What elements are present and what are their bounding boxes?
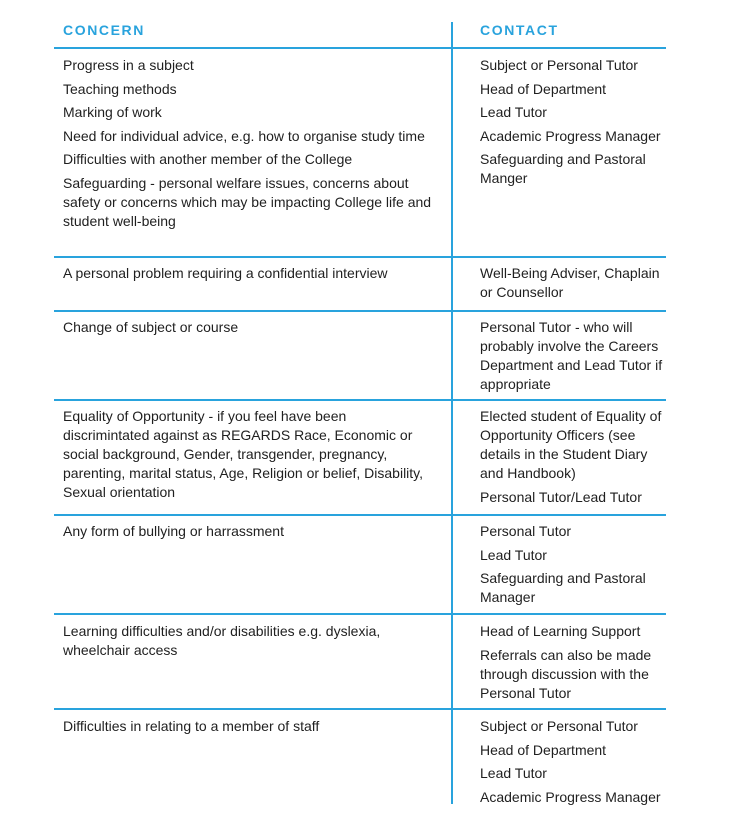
contact-item: Lead Tutor: [480, 104, 547, 120]
column-divider: [451, 22, 453, 804]
contact-cell: [480, 522, 670, 612]
contact-item: Personal Tutor/Lead Tutor: [480, 488, 642, 505]
concern-item: Teaching methods: [63, 80, 177, 97]
contact-cell: [480, 717, 670, 811]
concern-item: Difficulties with another member of the College: [63, 151, 353, 167]
contact-item: Safeguarding and Pastoral Manger: [480, 151, 646, 186]
concern-cell: [63, 407, 433, 507]
contact-item: Personal Tutor - who will probably involve the Careers Department and Lead Tutor if appropriate: [480, 319, 663, 392]
concern-item: Difficulties in relating to a member of staff: [63, 718, 320, 734]
row-divider: [54, 514, 666, 516]
contact-item: Subject or Personal Tutor: [480, 718, 638, 734]
contact-item: Lead Tutor: [480, 765, 547, 781]
concern-cell: [63, 717, 433, 741]
contact-cell: [480, 264, 670, 307]
contact-cell: [480, 407, 670, 511]
contact-item: Well-Being Adviser, Chaplain or Counsellor: [480, 265, 660, 300]
contact-item: Elected student of Equality of Opportunity Officers (see details in the Student Diary and Handbook): [480, 408, 662, 481]
contact-item: Referrals can also be made through discussion with the Personal Tutor: [480, 646, 652, 701]
concern-item: Safeguarding - personal welfare issues, concerns about safety or concerns which may be impacting College life and student well-being: [63, 174, 432, 229]
concern-item: Change of subject or course: [63, 319, 239, 335]
concern-cell: [63, 318, 433, 342]
concern-cell: [63, 622, 433, 665]
concern-header: CONCERN: [63, 22, 145, 38]
row-divider: [54, 256, 666, 258]
contact-cell: [480, 318, 670, 399]
concern-cell: [63, 522, 433, 546]
contact-item: Head of Department: [480, 741, 607, 758]
contact-item: Head of Learning Support: [480, 623, 641, 639]
concern-item: Equality of Opportunity - if you feel have been discrimintated against as REGARDS Race, Economic or social background, Gender, transgender, pregnancy, parenting, marital status, Age, Religion or belief, Disability, Sexual orientation: [63, 408, 424, 500]
concern-item: Progress in a subject: [63, 57, 194, 73]
row-divider: [54, 708, 666, 710]
concern-cell: [63, 264, 433, 288]
row-divider: [54, 399, 666, 401]
concern-item: Learning difficulties and/or disabilities e.g. dyslexia, wheelchair access: [63, 623, 381, 658]
header-divider: [54, 47, 666, 49]
contact-item: Head of Department: [480, 80, 607, 97]
concern-item: Any form of bullying or harrassment: [63, 523, 284, 539]
concern-item: Marking of work: [63, 104, 162, 120]
contact-cell: [480, 622, 670, 707]
row-divider: [54, 310, 666, 312]
contact-item: Lead Tutor: [480, 546, 547, 563]
row-divider: [54, 613, 666, 615]
concern-item: Need for individual advice, e.g. how to organise study time: [63, 127, 425, 144]
concern-cell: [63, 56, 433, 235]
concern-item: A personal problem requiring a confidential interview: [63, 265, 388, 281]
contact-item: Safeguarding and Pastoral Manager: [480, 570, 646, 605]
contact-item: Subject or Personal Tutor: [480, 57, 638, 73]
contact-item: Academic Progress Manager: [480, 127, 661, 144]
contact-item: Personal Tutor: [480, 523, 572, 539]
contact-header: CONTACT: [480, 22, 559, 38]
contact-item: Academic Progress Manager: [480, 788, 661, 805]
contact-cell: [480, 56, 670, 193]
